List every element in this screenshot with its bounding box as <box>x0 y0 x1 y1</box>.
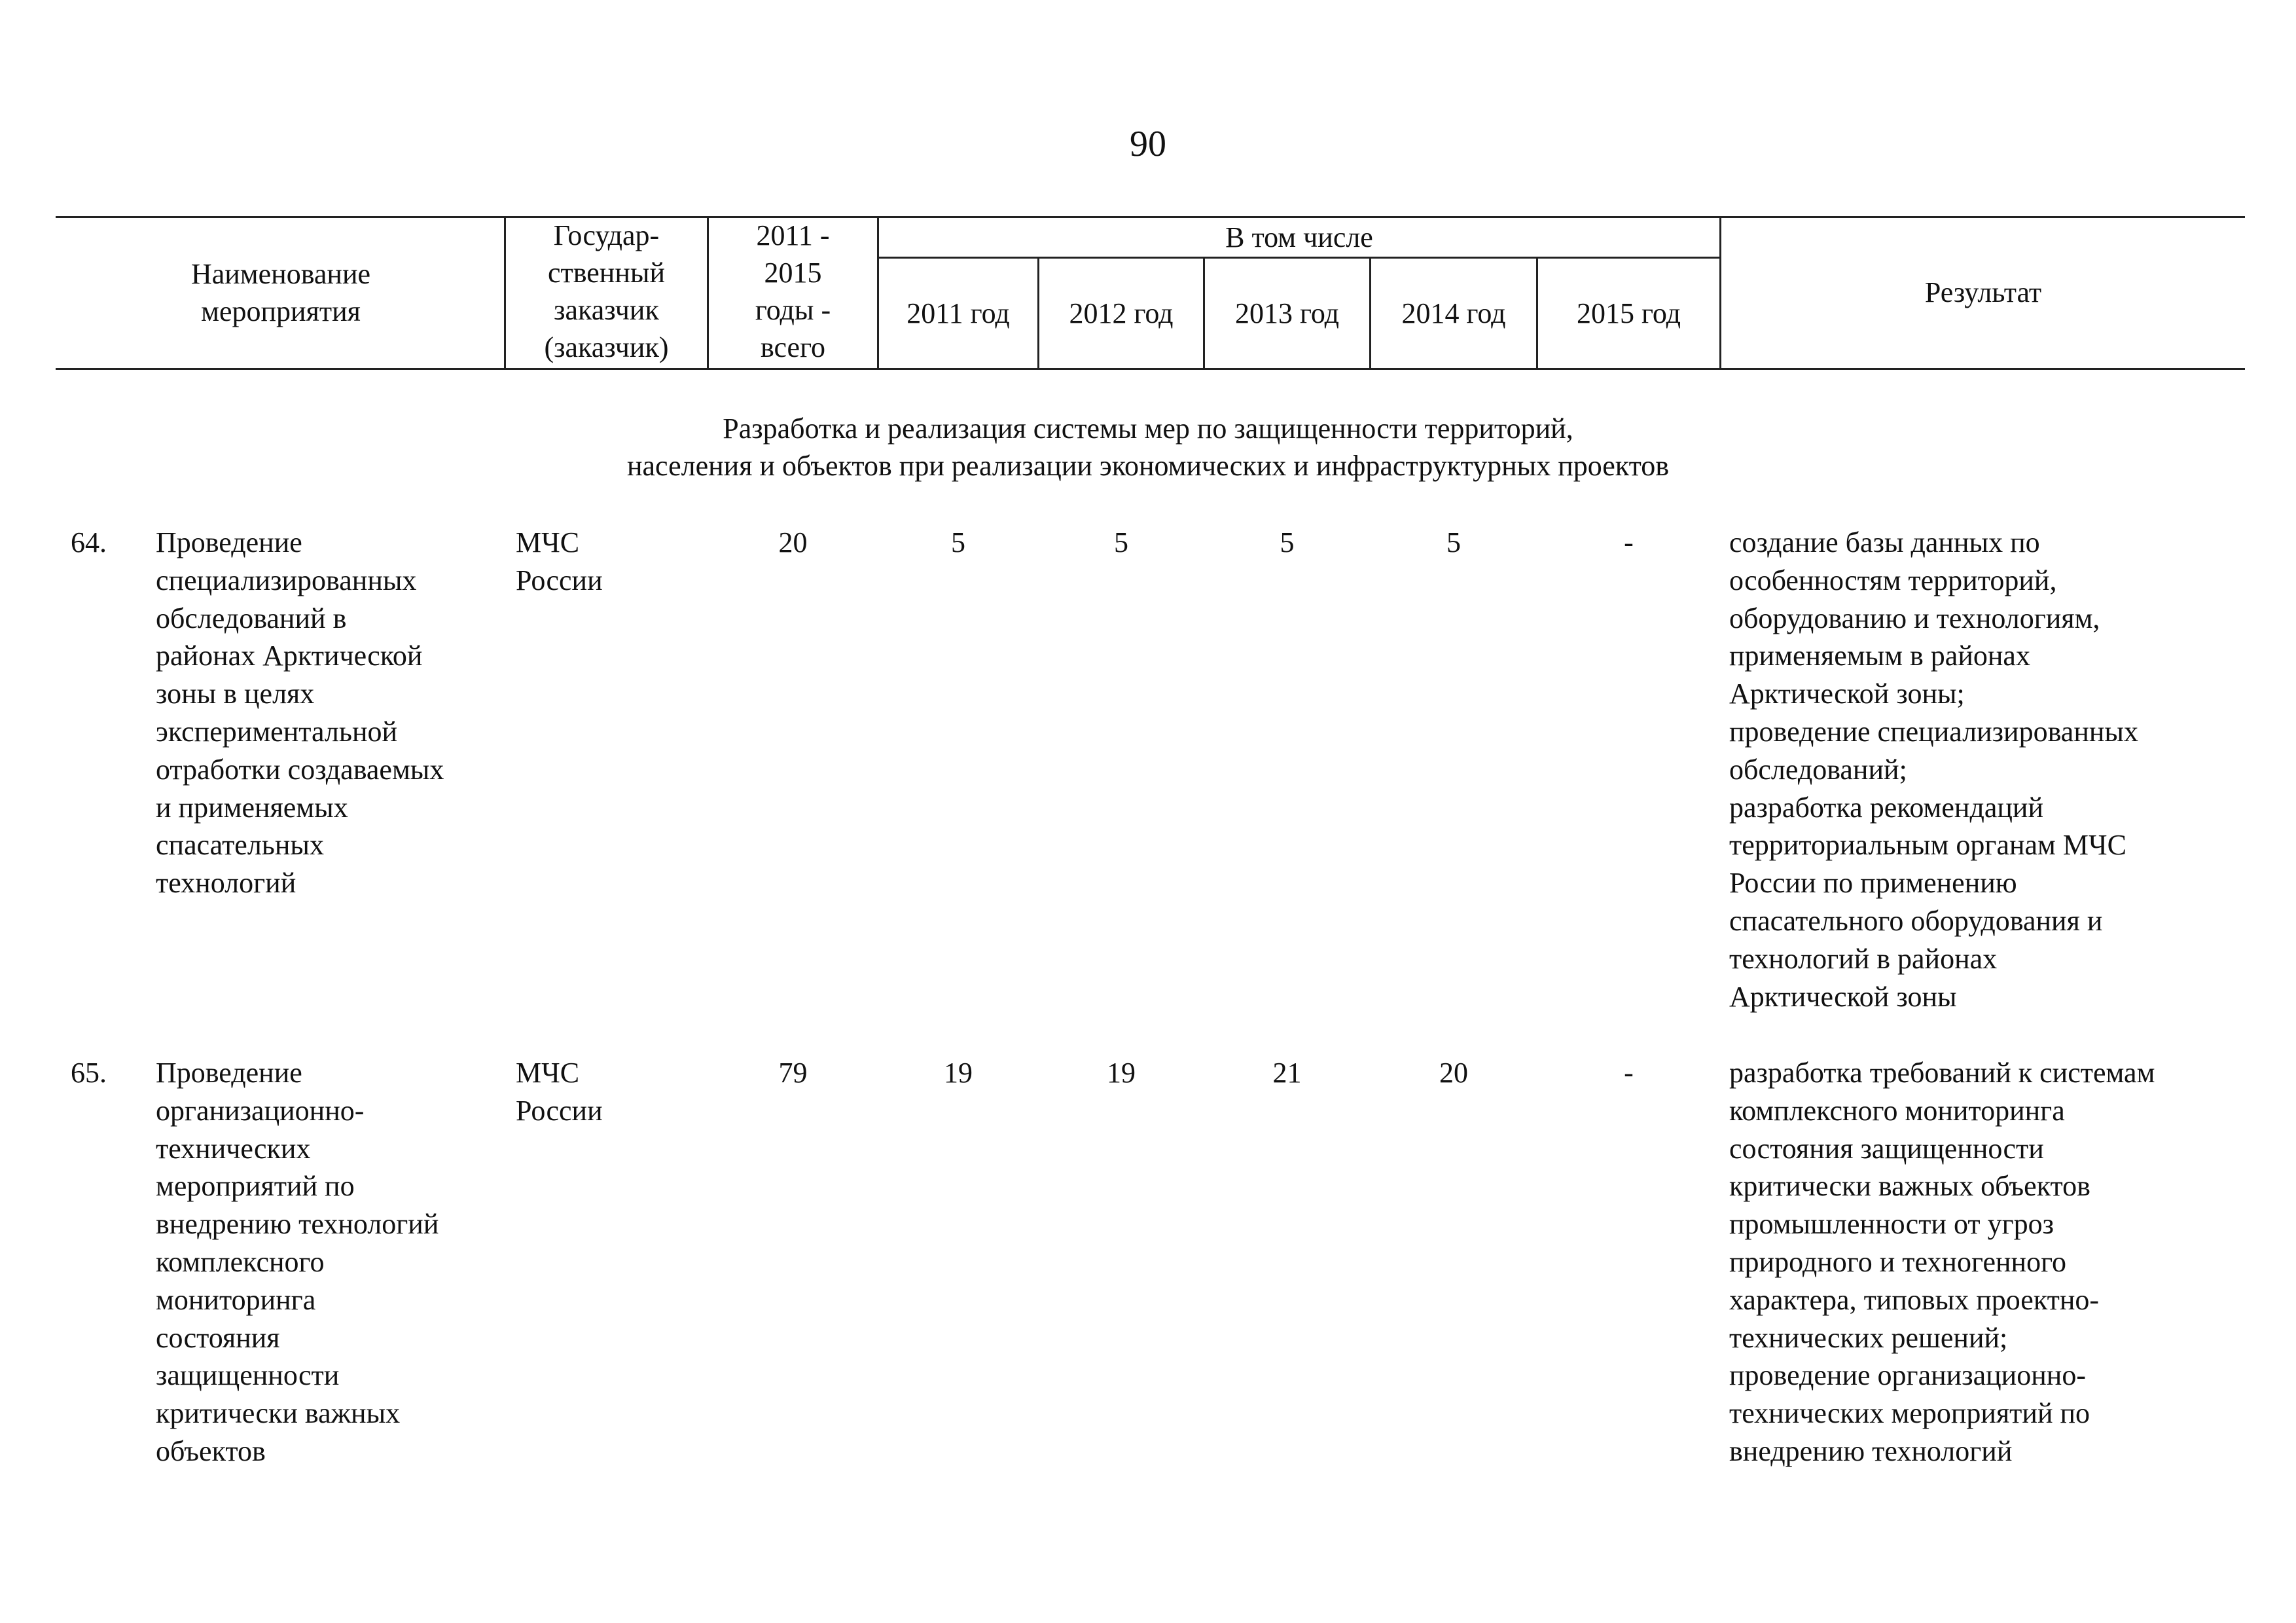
row-number: 65. <box>71 1057 107 1089</box>
header-line: заказчик <box>554 294 659 326</box>
header-state-customer <box>506 217 707 366</box>
text-line: Арктической зоны; <box>1729 678 1965 710</box>
text-line: мероприятий по <box>156 1170 355 1203</box>
text-line: отработки создаваемых <box>156 753 444 786</box>
text-line: территориальным органам МЧС <box>1729 829 2126 862</box>
state-customer <box>516 524 603 600</box>
text-line: спасательных <box>156 829 324 862</box>
text-line: Проведение <box>156 526 302 558</box>
text-line: комплексного <box>156 1245 325 1278</box>
result-text <box>1729 1054 2155 1470</box>
text-line: проведение специализированных <box>1729 715 2138 748</box>
text-line: МЧС <box>516 526 580 558</box>
text-line: России по применению <box>1729 867 2017 900</box>
text-line: характера, типовых проектно- <box>1729 1283 2100 1316</box>
text-line: МЧС <box>516 1057 580 1089</box>
text-line: технических решений; <box>1729 1321 2008 1354</box>
text-line: внедрению технологий <box>156 1208 439 1241</box>
header-line: 2015 <box>764 257 822 289</box>
text-line: оборудованию и технологиям, <box>1729 602 2100 634</box>
measure-name <box>156 1054 439 1470</box>
header-bottom-rule <box>56 368 2245 370</box>
page-number: 90 <box>1130 124 1166 164</box>
state-customer <box>516 1054 603 1130</box>
text-line: и применяемых <box>156 791 348 824</box>
text-line: зоны в целях <box>156 678 315 710</box>
header-result: Результат <box>1924 276 2042 308</box>
text-line: специализированных <box>156 564 417 596</box>
value-2012: 19 <box>1107 1057 1136 1089</box>
text-line: создание базы данных по <box>1729 526 2040 558</box>
text-line: мониторинга <box>156 1283 316 1316</box>
total-value: 20 <box>778 526 808 558</box>
text-line: применяемым в районах <box>1729 640 2030 672</box>
text-line: технологий в районах <box>1729 942 1998 975</box>
text-line: критически важных объектов <box>1729 1170 2090 1203</box>
text-line: обследований в <box>156 602 347 634</box>
including-rule <box>877 257 1721 259</box>
text-line: разработка рекомендаций <box>1729 791 2044 824</box>
text-line: природного и техногенного <box>1729 1245 2067 1278</box>
header-line: ственный <box>547 257 665 289</box>
value-2013: 21 <box>1272 1057 1302 1089</box>
value-2011: 5 <box>951 526 965 558</box>
text-line: Проведение <box>156 1057 302 1089</box>
text-line: проведение организационно- <box>1729 1359 2086 1392</box>
value-2013: 5 <box>1280 526 1295 558</box>
text-line: экспериментальной <box>156 715 398 748</box>
header-line: 2011 - <box>756 219 830 251</box>
value-2015: - <box>1624 526 1634 558</box>
header-line: всего <box>760 331 826 363</box>
header-year-2013: 2013 год <box>1234 297 1340 329</box>
section-title-line: населения и объектов при реализации экономических и инфраструктурных проектов <box>626 450 1670 482</box>
value-2014: 20 <box>1439 1057 1468 1089</box>
value-2012: 5 <box>1114 526 1128 558</box>
section-title <box>0 410 2296 484</box>
header-including: В том числе <box>1225 221 1373 253</box>
header-line: мероприятия <box>201 295 361 327</box>
text-line: внедрению технологий <box>1729 1434 2013 1467</box>
text-line: технических <box>156 1132 311 1165</box>
header-name-of-measure <box>58 255 504 330</box>
text-line: защищенности <box>156 1359 340 1392</box>
value-2011: 19 <box>944 1057 973 1089</box>
text-line: России <box>516 564 603 596</box>
header-year-2015: 2015 год <box>1576 297 1681 329</box>
text-line: России <box>516 1094 603 1127</box>
header-line: Государ- <box>553 219 660 251</box>
text-line: промышленности от угроз <box>1729 1208 2054 1241</box>
text-line: обследований; <box>1729 753 1907 786</box>
text-line: критически важных <box>156 1397 401 1430</box>
value-2015: - <box>1624 1057 1634 1089</box>
text-line: состояния <box>156 1321 280 1354</box>
header-line: (заказчик) <box>544 331 669 363</box>
text-line: Арктической зоны <box>1729 980 1957 1013</box>
text-line: организационно- <box>156 1094 365 1127</box>
measure-name <box>156 524 444 902</box>
text-line: особенностям территорий, <box>1729 564 2057 596</box>
text-line: состояния защищенности <box>1729 1132 2044 1165</box>
text-line: спасательного оборудования и <box>1729 904 2103 937</box>
header-line: годы - <box>755 294 831 326</box>
header-year-2014: 2014 год <box>1401 297 1506 329</box>
result-text <box>1729 524 2138 1015</box>
total-value: 79 <box>778 1057 808 1089</box>
text-line: комплексного мониторинга <box>1729 1094 2065 1127</box>
header-year-2012: 2012 год <box>1069 297 1174 329</box>
header-line: Наименование <box>190 258 371 290</box>
text-line: разработка требований к системам <box>1729 1057 2155 1089</box>
header-top-rule <box>56 216 2245 218</box>
header-year-2011: 2011 год <box>906 297 1010 329</box>
row-number: 64. <box>71 526 107 558</box>
text-line: технических мероприятий по <box>1729 1397 2090 1430</box>
value-2014: 5 <box>1446 526 1461 558</box>
header-total <box>709 217 877 366</box>
section-title-line: Разработка и реализация системы мер по защищенности территорий, <box>723 412 1573 445</box>
text-line: объектов <box>156 1434 266 1467</box>
text-line: технологий <box>156 867 296 900</box>
text-line: районах Арктической <box>156 640 423 672</box>
